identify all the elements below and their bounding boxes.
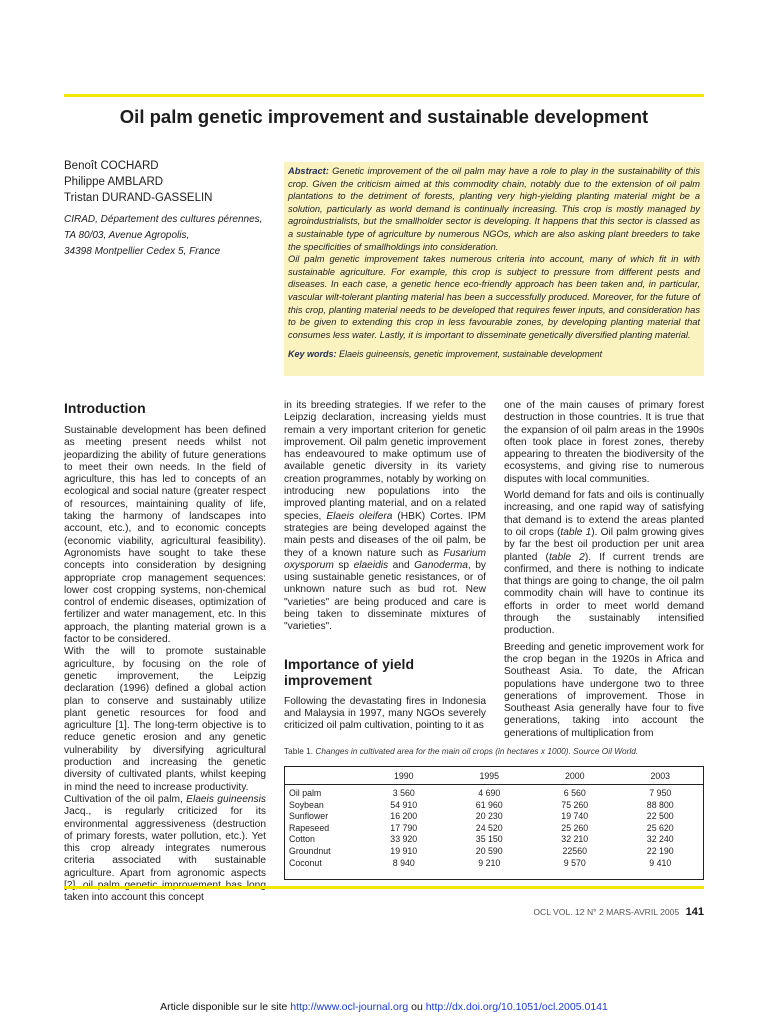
species-name: Elaeis guineensis <box>186 793 266 805</box>
body-paragraph: one of the main causes of primary forest destruction in those countries. It is true that the expansion of oil palm areas in the 1990s often took place in forest zones, thereby appearing to threaten the biodiversity of the ecosystems, and giving rise to numerous disputes with local communities. <box>504 400 704 485</box>
author-name: Philippe AMBLARD <box>64 176 164 188</box>
journal-footer <box>533 906 704 918</box>
text-run: ). Oil palm growing gives by far the best oil production per unit area planted ( <box>504 526 704 563</box>
table-cell-crop: Cotton <box>289 834 315 845</box>
affiliation-line: TA 80/03, Avenue Agropolis, <box>64 230 190 241</box>
column-middle <box>284 400 486 733</box>
table-cell: 9 410 <box>649 857 672 868</box>
availability-line <box>0 1001 768 1013</box>
table-cell: 32 210 <box>561 834 589 845</box>
top-rule <box>64 94 704 97</box>
text-run: sp <box>333 559 354 571</box>
page-title: Oil palm genetic improvement and sustainable development <box>119 106 649 127</box>
table-row <box>285 858 703 870</box>
table-cell: 19 740 <box>561 811 589 822</box>
table-reference: table 2 <box>548 551 585 563</box>
table-header-empty <box>285 767 361 785</box>
affiliation <box>64 212 262 260</box>
table-cell: 88 800 <box>646 799 674 810</box>
body-paragraph: With the will to promote sustainable agriculture, by focusing on the role of genetic improvement, the Leipzig declaration (1996) defined a global action plan to conserve and sustainably utilize plant genetic resources for food and agriculture [1]. The long-term objective is to reduce genetic erosion and any genetic vulnerability by diversifying agricultural production and increasing the genetic diversity of cultivated plants, whilst keeping in mind the need to increase productivity. <box>64 646 266 793</box>
affiliation-line: CIRAD, Département des cultures pérennes, <box>64 214 263 225</box>
table-cell: 20 590 <box>475 845 503 856</box>
keywords-label: Key words: <box>288 349 337 360</box>
doi-link[interactable]: http://dx.doi.org/10.1051/ocl.2005.0141 <box>425 1001 608 1013</box>
table-cell: 9 570 <box>563 857 586 868</box>
table-row <box>285 823 703 835</box>
table-cell: 25 620 <box>646 822 674 833</box>
table-cell: 4 690 <box>478 788 501 798</box>
table-cell: 9 210 <box>478 857 501 868</box>
bottom-rule <box>64 886 704 889</box>
keywords <box>288 348 700 361</box>
table-cell: 25 260 <box>561 822 589 833</box>
affiliation-line: 34398 Montpellier Cedex 5, France <box>64 246 221 257</box>
table-cell: 22560 <box>562 845 587 856</box>
table-grid <box>285 767 703 869</box>
section-heading-yield: Importance of yield improvement <box>284 655 414 688</box>
species-name: elaeidis <box>353 559 389 571</box>
text-run: ). If current trends are confirmed, and there is nothing to indicate that things are going to change, the oil palm commodity chain will have to continue its efforts in order to meet world demand through the sustainably intensified production. <box>504 551 704 637</box>
table-cell-crop: Rapeseed <box>289 822 330 833</box>
body-paragraph: Following the devastating fires in Indonesia and Malaysia in 1997, many NGOs severely criticized oil palm cultivation, pointing to it as <box>284 695 486 732</box>
author-list <box>64 158 212 206</box>
keywords-text: Elaeis guineensis, genetic improvement, sustainable development <box>339 349 603 360</box>
table-caption-text: Changes in cultivated area for the main oil crops (in hectares x 1000). Source Oil World. <box>315 746 639 756</box>
table-header-year: 2000 <box>532 767 618 785</box>
table-cell-crop: Oil palm <box>289 788 322 798</box>
table-row <box>285 785 703 800</box>
table-cell: 22 190 <box>646 845 674 856</box>
body-paragraph: Sustainable development has been defined as meeting present needs whilst not jeopardizing the ability of future generations to meet their own needs. In the field of agriculture, this has led to concepts of an ecological and social nature (greater respect of resources, maintaining quality of life, taking the harmony of landscapes into account, etc.), and to economic concepts (economic viability, agricultural feasibility). Agronomists have sought to take these concepts into consideration by designing appropriate crop management sequences: lower cost cropping systems, non-chemical control of endemic diseases, optimization of fertilizer and water management, etc. In this approach, the planting material grown is a factor to be considered. <box>64 425 266 646</box>
table-header-year: 1990 <box>361 767 447 785</box>
table-cell: 33 920 <box>390 834 418 845</box>
abstract-text: Genetic improvement of the oil palm may have a role to play in the sustainability of this crop. Given the criticism aimed at this commodity chain, notably due to the extension of oil palm plantations to the detriment of forests, planting very high-yielding planting material might be a solution, particularly as world demand is continually increasing. This crop is mostly managed by agroindustrialists, but the smallholder sector is developing. It happens that this sector is classed as a sustainable type of agriculture by numerous NGOs, which are also asking plant breeders to take the specificities of smallholdings into consideration. <box>288 166 700 252</box>
table-row <box>285 846 703 858</box>
table-caption <box>284 746 638 756</box>
table-cell: 3 560 <box>392 788 415 798</box>
column-introduction <box>64 400 266 905</box>
table-cell-crop: Sunflower <box>289 811 329 822</box>
table-cell: 61 960 <box>475 799 503 810</box>
body-paragraph <box>284 400 486 634</box>
column-right <box>504 400 704 740</box>
table-cell-crop: Soybean <box>289 799 324 810</box>
journal-site-link[interactable]: http://www.ocl-journal.org <box>290 1001 409 1013</box>
table-cell: 35 150 <box>475 834 503 845</box>
table-cell-crop: Coconut <box>289 857 322 868</box>
table-cell: 75 260 <box>561 799 589 810</box>
section-heading-introduction: Introduction <box>64 400 146 416</box>
text-run: Jacq., is regularly criticized for its environmental aggressiveness (destruction of primary forests, water pollution, etc.). Yet this crop already integrates numerous criteria associated with sustainable agriculture. Apart from agronomic aspects taken into account this concept <box>64 806 266 904</box>
table-cell: 6 560 <box>563 788 586 798</box>
table-cell: 22 500 <box>646 811 674 822</box>
text-run: in its breeding strategies. If we refer to the Leipzig declaration, increasing yields must remain a very important criterion for genetic improvement. Oil palm genetic improvement has endeavoured to make optimum use of available genetic diversity in its variety creation programmes, notably by working on introducing new populations into the improved planting material, and on a related species, <box>284 400 486 522</box>
text-run: World demand for fats and oils is continually increasing, and one rapid way of satisfying that demand is to extend the areas planted to oil crops ( <box>504 490 704 538</box>
table-row <box>285 800 703 812</box>
abstract-box <box>284 162 704 376</box>
text-run: , by using sustainable genetic resistances, or of unknown nature such as bud rot. New "varieties" are being produced and care is being taken to disseminate mixtures of "varieties". <box>284 559 486 633</box>
species-name: Ganoderma <box>414 559 468 571</box>
body-paragraph <box>504 490 704 638</box>
text-run: Cultivation of the oil palm, <box>64 793 187 805</box>
table-cell-crop: Groundnut <box>289 845 331 856</box>
body-paragraph: Breeding and genetic improvement work for the crop began in the 1920s in Africa and Southeast Asia. To date, the African populations have undergone two to three generations of improvement. Those in Southeast Asia generally have four to five generations, taking into account the generations of multiplication from <box>504 641 704 739</box>
abstract-paragraph <box>288 165 700 253</box>
abstract-label: Abstract: <box>288 166 329 176</box>
table-row <box>285 834 703 846</box>
author-name: Benoît COCHARD <box>64 160 159 172</box>
table-header-year: 1995 <box>447 767 533 785</box>
species-name: Fusarium oxysporum <box>284 547 486 571</box>
text-run: and <box>388 559 415 571</box>
table-cell: 17 790 <box>390 822 418 833</box>
table-cell: 16 200 <box>390 811 418 822</box>
journal-citation: OCL VOL. 12 N° 2 MARS-AVRIL 2005 <box>533 907 680 917</box>
data-table <box>284 766 704 880</box>
availability-prefix: Article disponible sur le site <box>160 1001 291 1013</box>
table-cell: 19 910 <box>390 845 418 856</box>
species-name: Elaeis oleifera <box>326 510 393 522</box>
table-reference: table 1 <box>560 526 592 538</box>
page-number: 141 <box>685 906 704 918</box>
table-caption-label: Table 1. <box>284 746 314 756</box>
author-name: Tristan DURAND-GASSELIN <box>64 192 213 204</box>
abstract-paragraph: Oil palm genetic improvement takes numerous criteria into account, many of which fit in with sustainable agriculture. For example, this crop is subject to pressure from different pests and diseases. In each case, a genetic hence eco-friendly approach has been taken and, in particular, vascular wilt-tolerant planting material has been a successfully produced. Moreover, for the future of this crop, planting material needs to be developed that requires fewer inputs, and consideration has to be given to extending this crop in less favourable zones, by developing planting material that consumes less water. Lastly, it is important to disseminate genetically diversified planting material. <box>288 254 700 340</box>
table-cell: 7 950 <box>649 788 672 798</box>
table-header-row <box>285 767 703 785</box>
table-cell: 20 230 <box>475 811 503 822</box>
table-cell: 32 240 <box>646 834 674 845</box>
availability-or: ou <box>408 1001 426 1013</box>
table-cell: 54 910 <box>390 799 418 810</box>
text-run: (HBK) Cortes. IPM strategies are being developed against the main pests and diseases of the oil palm, be they of a known nature such as <box>284 510 486 559</box>
table-row <box>285 811 703 823</box>
table-cell: 24 520 <box>475 822 503 833</box>
table-cell: 8 940 <box>392 857 415 868</box>
table-header-year: 2003 <box>618 767 704 785</box>
